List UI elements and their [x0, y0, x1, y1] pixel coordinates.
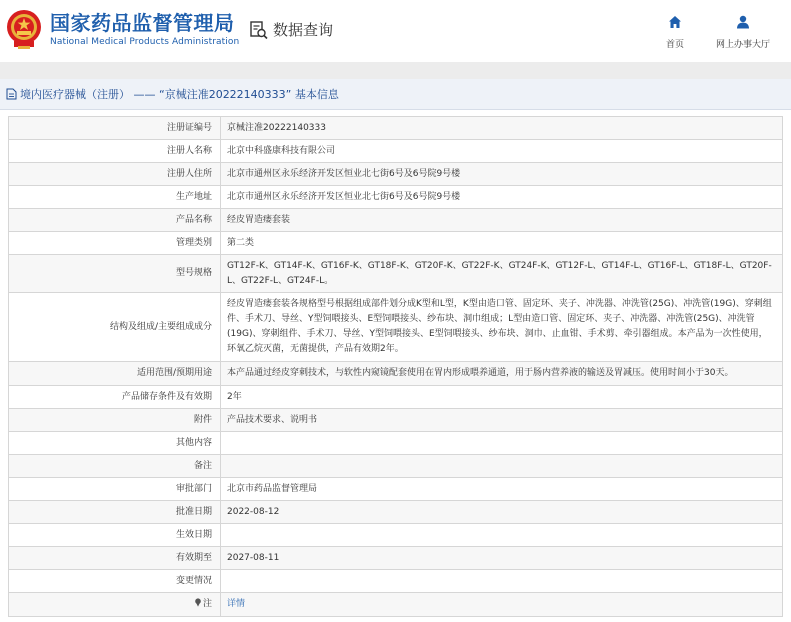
field-label: 其他内容 — [9, 432, 221, 455]
field-label: 附件 — [9, 409, 221, 432]
record-detail-table — [8, 116, 783, 617]
table-row — [9, 593, 783, 617]
breadcrumb-text: 境内医疗器械（注册） —— “京械注准20222140333” 基本信息 — [20, 88, 339, 101]
brand-title-cn: 国家药品监督管理局 — [50, 11, 235, 35]
field-value: 经皮胃造瘘套装各规格型号根据组成部件划分成K型和L型，K型由造口管、固定环、夹子、冲洗器、冲洗管(25G)、冲洗管(19G)、穿刺组件、手术刀、导丝、Y型饲喂接头、E型饲喂接头、纱布块、洞巾组成；L型由造口管、固定环、夹子、冲洗器、冲洗管(25G)、冲洗管(19G)、穿刺组件、手术刀、导丝、Y型饲喂接头、E型饲喂接头、纱布块、洞巾、止血钳、手术剪、牵引器组成。本产品为一次性使用，环氧乙烷灭菌，无菌提供，产品有效期2年。 — [221, 293, 783, 362]
table-row — [9, 455, 783, 478]
field-label: 管理类别 — [9, 232, 221, 255]
nav-online-hall[interactable] — [708, 14, 778, 50]
data-query-link[interactable] — [249, 19, 333, 40]
field-label: 产品名称 — [9, 209, 221, 232]
site-header — [0, 0, 791, 62]
field-value: 2027-08-11 — [221, 547, 783, 570]
field-value: 北京中科盛康科技有限公司 — [221, 140, 783, 163]
table-row — [9, 432, 783, 455]
brand-title-en: National Medical Products Administration — [50, 37, 240, 47]
field-label: 产品储存条件及有效期 — [9, 386, 221, 409]
field-label: 生产地址 — [9, 186, 221, 209]
home-icon — [668, 15, 682, 29]
nav-home[interactable] — [658, 14, 692, 50]
field-label: 注册人名称 — [9, 140, 221, 163]
table-row — [9, 547, 783, 570]
field-label: 生效日期 — [9, 524, 221, 547]
header-divider-band — [0, 62, 791, 79]
field-value: 产品技术要求、说明书 — [221, 409, 783, 432]
field-label: 型号规格 — [9, 255, 221, 293]
table-row — [9, 232, 783, 255]
field-value: 北京市通州区永乐经济开发区恒业北七街6号及6号院9号楼 — [221, 186, 783, 209]
breadcrumb — [0, 79, 791, 110]
field-value — [221, 570, 783, 593]
field-label: 有效期至 — [9, 547, 221, 570]
note-label: 注 — [202, 599, 212, 609]
nav-home-label: 首页 — [665, 40, 684, 50]
nav-online-hall-label: 网上办事大厅 — [715, 40, 770, 50]
data-query-icon — [249, 20, 269, 40]
pin-icon — [194, 598, 202, 607]
table-row — [9, 117, 783, 140]
field-value: 第二类 — [221, 232, 783, 255]
table-row — [9, 209, 783, 232]
field-label: 注册证编号 — [9, 117, 221, 140]
table-row — [9, 501, 783, 524]
field-value: 经皮胃造瘘套装 — [221, 209, 783, 232]
brand[interactable] — [50, 12, 239, 47]
field-label: 结构及组成/主要组成成分 — [9, 293, 221, 362]
field-value — [221, 455, 783, 478]
table-row — [9, 163, 783, 186]
details-link[interactable]: 详情 — [227, 599, 246, 609]
field-value: 北京市药品监督管理局 — [221, 478, 783, 501]
national-emblem-icon — [6, 8, 42, 50]
table-row — [9, 186, 783, 209]
field-label: 注册人住所 — [9, 163, 221, 186]
table-row — [9, 570, 783, 593]
field-label: 变更情况 — [9, 570, 221, 593]
field-value — [221, 432, 783, 455]
table-row — [9, 140, 783, 163]
field-value: 2年 — [221, 386, 783, 409]
field-value: 北京市通州区永乐经济开发区恒业北七街6号及6号院9号楼 — [221, 163, 783, 186]
field-label: 批准日期 — [9, 501, 221, 524]
table-row — [9, 255, 783, 293]
table-row — [9, 478, 783, 501]
field-value: 本产品通过经皮穿刺技术，与软性内窥镜配套使用在胃内形成喂养通道，用于肠内营养液的输送及胃减压。使用时间小于30天。 — [221, 362, 783, 386]
table-row — [9, 386, 783, 409]
field-label — [9, 593, 221, 617]
table-row — [9, 409, 783, 432]
document-icon — [6, 88, 17, 100]
field-value: 京械注准20222140333 — [221, 117, 783, 140]
table-row — [9, 524, 783, 547]
user-icon — [736, 15, 750, 29]
field-value: 2022-08-12 — [221, 501, 783, 524]
field-value — [221, 593, 783, 617]
data-query-label: 数据查询 — [273, 21, 334, 39]
field-label: 适用范围/预期用途 — [9, 362, 221, 386]
table-row — [9, 362, 783, 386]
table-row — [9, 293, 783, 362]
field-value — [221, 524, 783, 547]
field-value: GT12F-K、GT14F-K、GT16F-K、GT18F-K、GT20F-K、GT22F-K、GT24F-K、GT12F-L、GT14F-L、GT16F-L、GT18F-L、GT20F-L、GT22F-L、GT24F-L。 — [221, 255, 783, 293]
field-label: 审批部门 — [9, 478, 221, 501]
field-label: 备注 — [9, 455, 221, 478]
